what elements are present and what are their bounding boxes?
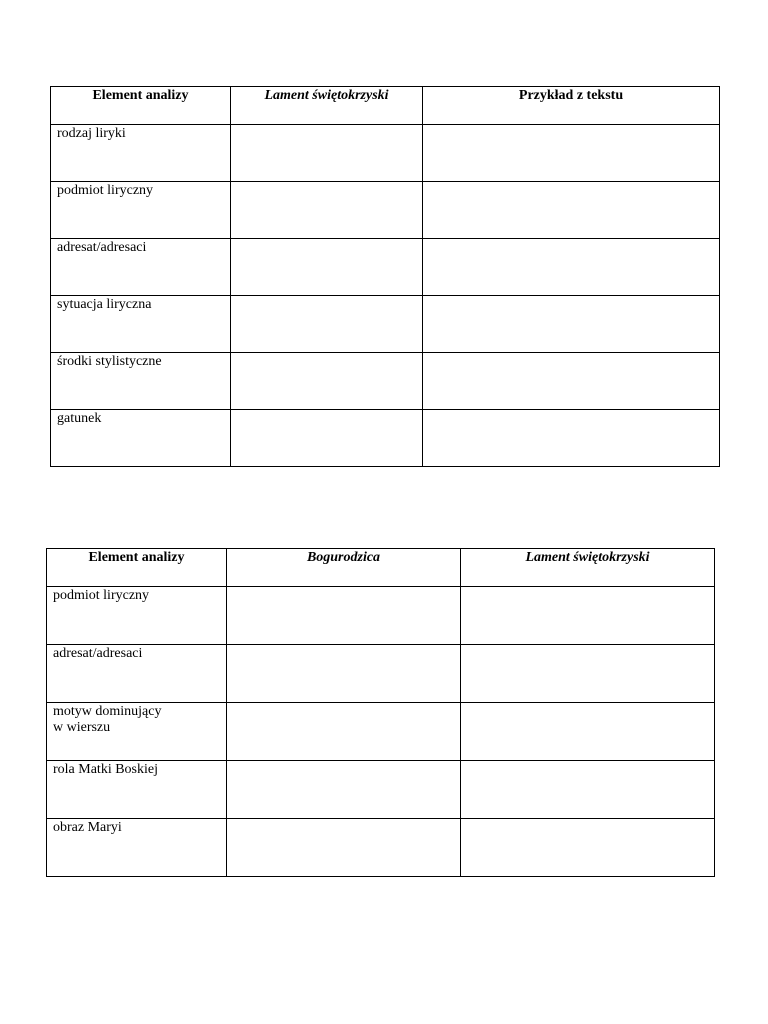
- answer-cell[interactable]: [461, 703, 715, 761]
- table-row: [51, 182, 720, 239]
- row-label: adresat/adresaci: [47, 645, 227, 703]
- answer-cell[interactable]: [227, 819, 461, 877]
- table-row: [51, 296, 720, 353]
- header-element-analizy: Element analizy: [51, 87, 231, 125]
- analysis-table-lament: [50, 86, 720, 467]
- row-label: sytuacja liryczna: [51, 296, 231, 353]
- table-row: [51, 353, 720, 410]
- answer-cell[interactable]: [461, 645, 715, 703]
- answer-cell[interactable]: [227, 703, 461, 761]
- answer-cell[interactable]: [461, 587, 715, 645]
- comparison-table-bogurodzica-lament: [46, 548, 715, 877]
- answer-cell[interactable]: [461, 761, 715, 819]
- answer-cell[interactable]: [231, 182, 423, 239]
- row-label: rola Matki Boskiej: [47, 761, 227, 819]
- example-cell[interactable]: [423, 296, 720, 353]
- row-label: podmiot liryczny: [51, 182, 231, 239]
- example-cell[interactable]: [423, 125, 720, 182]
- row-label: podmiot liryczny: [47, 587, 227, 645]
- row-label: adresat/adresaci: [51, 239, 231, 296]
- row-label: rodzaj liryki: [51, 125, 231, 182]
- header-bogurodzica: Bogurodzica: [227, 549, 461, 587]
- table-row: [51, 410, 720, 467]
- answer-cell[interactable]: [227, 645, 461, 703]
- table-row: [47, 761, 715, 819]
- example-cell[interactable]: [423, 182, 720, 239]
- header-lament-swietokrzyski: Lament świętokrzyski: [461, 549, 715, 587]
- table-row: [47, 703, 715, 761]
- header-przyklad-z-tekstu: Przykład z tekstu: [423, 87, 720, 125]
- answer-cell[interactable]: [231, 296, 423, 353]
- answer-cell[interactable]: [231, 239, 423, 296]
- table-row: [47, 645, 715, 703]
- answer-cell[interactable]: [231, 410, 423, 467]
- table-header-row: [51, 87, 720, 125]
- table-header-row: [47, 549, 715, 587]
- table-row: [51, 125, 720, 182]
- answer-cell[interactable]: [231, 353, 423, 410]
- header-lament-swietokrzyski: Lament świętokrzyski: [231, 87, 423, 125]
- row-label: gatunek: [51, 410, 231, 467]
- table-row: [47, 819, 715, 877]
- header-element-analizy: Element analizy: [47, 549, 227, 587]
- answer-cell[interactable]: [461, 819, 715, 877]
- answer-cell[interactable]: [231, 125, 423, 182]
- row-label: środki stylistyczne: [51, 353, 231, 410]
- table-row: [47, 587, 715, 645]
- answer-cell[interactable]: [227, 587, 461, 645]
- example-cell[interactable]: [423, 239, 720, 296]
- table-row: [51, 239, 720, 296]
- row-label: obraz Maryi: [47, 819, 227, 877]
- answer-cell[interactable]: [227, 761, 461, 819]
- row-label: motyw dominujący w wierszu: [47, 703, 227, 761]
- example-cell[interactable]: [423, 353, 720, 410]
- example-cell[interactable]: [423, 410, 720, 467]
